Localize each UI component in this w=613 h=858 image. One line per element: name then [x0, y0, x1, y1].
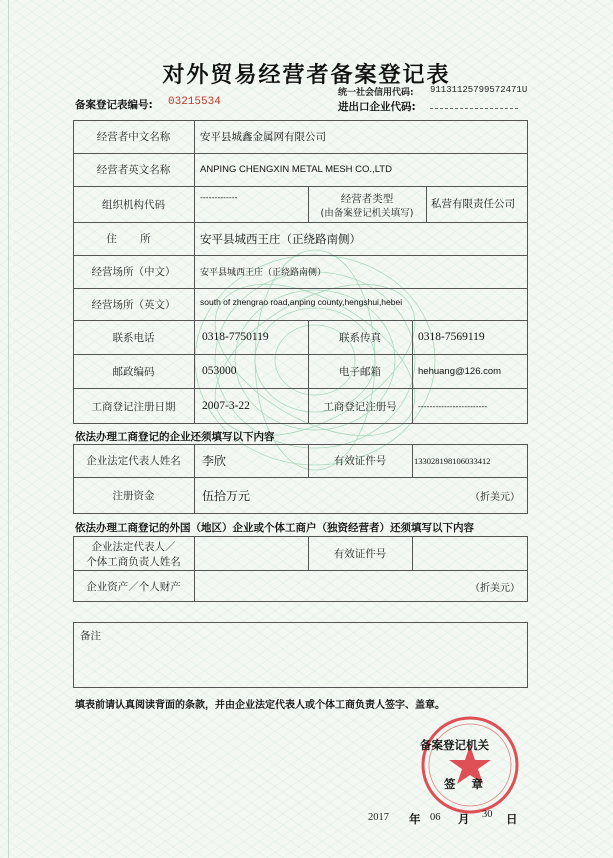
ie-code-blank [430, 108, 518, 109]
foreign-id-label: 有效证件号 [333, 547, 387, 560]
email-label: 电子邮箱 [339, 365, 381, 378]
notice-text: 填表前请认真阅读背面的条款，并由企业法定代表人或个体工商负责人签字、盖章。 [75, 700, 445, 711]
document-title: 对外贸易经营者备案登记表 [162, 63, 451, 88]
date-month-unit: 月 [458, 812, 470, 826]
rep-label-1: 企业法定代表人／ [91, 540, 176, 553]
reg-no-label: 备案登记表编号: [75, 99, 153, 111]
date-day: 30 [482, 809, 493, 820]
rep-label-2: 个体工商负责人姓名 [86, 555, 181, 568]
phone-value: 0318-7750119 [202, 331, 269, 343]
id-label: 有效证件号 [333, 455, 387, 467]
date-month: 06 [430, 812, 441, 823]
page-edge [8, 0, 9, 858]
type-label-1: 经营者类型 [340, 192, 394, 205]
capital-value: 伍拾万元 [202, 489, 251, 503]
legal-rep-label: 企业法定代表人姓名 [86, 455, 181, 467]
date-year: 2017 [368, 812, 389, 823]
address-value: 安平县城西王庄（正绕路南侧） [200, 231, 361, 246]
biz-place-en-label: 经营场所（英文） [91, 298, 176, 311]
org-code-label: 组织机构代码 [102, 198, 165, 211]
reg-date-value: 2007-3-22 [202, 400, 250, 412]
biz-reg-no-value: ------------------------ [418, 401, 488, 411]
remarks-box [73, 622, 528, 688]
en-name-value: ANPING CHENGXIN METAL MESH CO.,LTD [200, 164, 392, 175]
fax-value: 0318-7569119 [418, 331, 485, 343]
official-seal [405, 715, 535, 815]
remarks-label: 备注 [80, 629, 101, 642]
seal-label: 签 章 [444, 777, 490, 791]
capital-unit: （折美元） [470, 492, 520, 503]
biz-place-cn-label: 经营场所（中文） [91, 266, 176, 278]
email-value: hehuang@126.com [418, 365, 502, 377]
biz-place-cn-value: 安平县城西王庄（正绕路南侧） [200, 268, 327, 278]
assets-unit: （折美元） [470, 582, 520, 594]
type-label-2: (由备案登记机关填写) [320, 208, 414, 219]
address-label: 住 所 [106, 233, 161, 245]
ie-code-label: 进出口企业代码: [338, 101, 416, 113]
org-code-value: ------------- [200, 192, 238, 202]
en-name-label: 经营者英文名称 [96, 164, 171, 176]
biz-place-en-value: south of zhengrao road,anping county,hengshui,hebei [200, 297, 403, 307]
type-value: 私营有限责任公司 [431, 198, 515, 210]
cn-name-value: 安平县城鑫金属网有限公司 [200, 131, 326, 143]
credit-code-value: 91131125799572471U [430, 85, 528, 95]
assets-label: 企业资产／个人财产 [86, 580, 181, 593]
reg-date-label: 工商登记注册日期 [91, 400, 176, 413]
authority-label: 备案登记机关 [420, 738, 489, 752]
section2-heading: 依法办理工商登记的企业还须填写以下内容 [75, 431, 275, 443]
fax-label: 联系传真 [339, 331, 381, 344]
date-day-unit: 日 [506, 812, 518, 826]
cn-name-label: 经营者中文名称 [96, 131, 171, 143]
phone-label: 联系电话 [112, 331, 155, 344]
capital-label: 注册资金 [112, 490, 155, 502]
biz-reg-no-label: 工商登记注册号 [323, 400, 397, 413]
date-year-unit: 年 [409, 812, 421, 826]
section3-heading: 依法办理工商登记的外国（地区）企业或个体工商户（独资经营者）还须填写以下内容 [75, 522, 474, 534]
reg-no-value: 03215534 [168, 96, 221, 108]
postcode-label: 邮政编码 [112, 365, 155, 378]
id-value: 133028198106033412 [414, 455, 491, 466]
credit-code-label: 统一社会信用代码: [338, 88, 414, 98]
legal-rep-value: 李欣 [202, 454, 227, 468]
postcode-value: 053000 [202, 365, 237, 377]
